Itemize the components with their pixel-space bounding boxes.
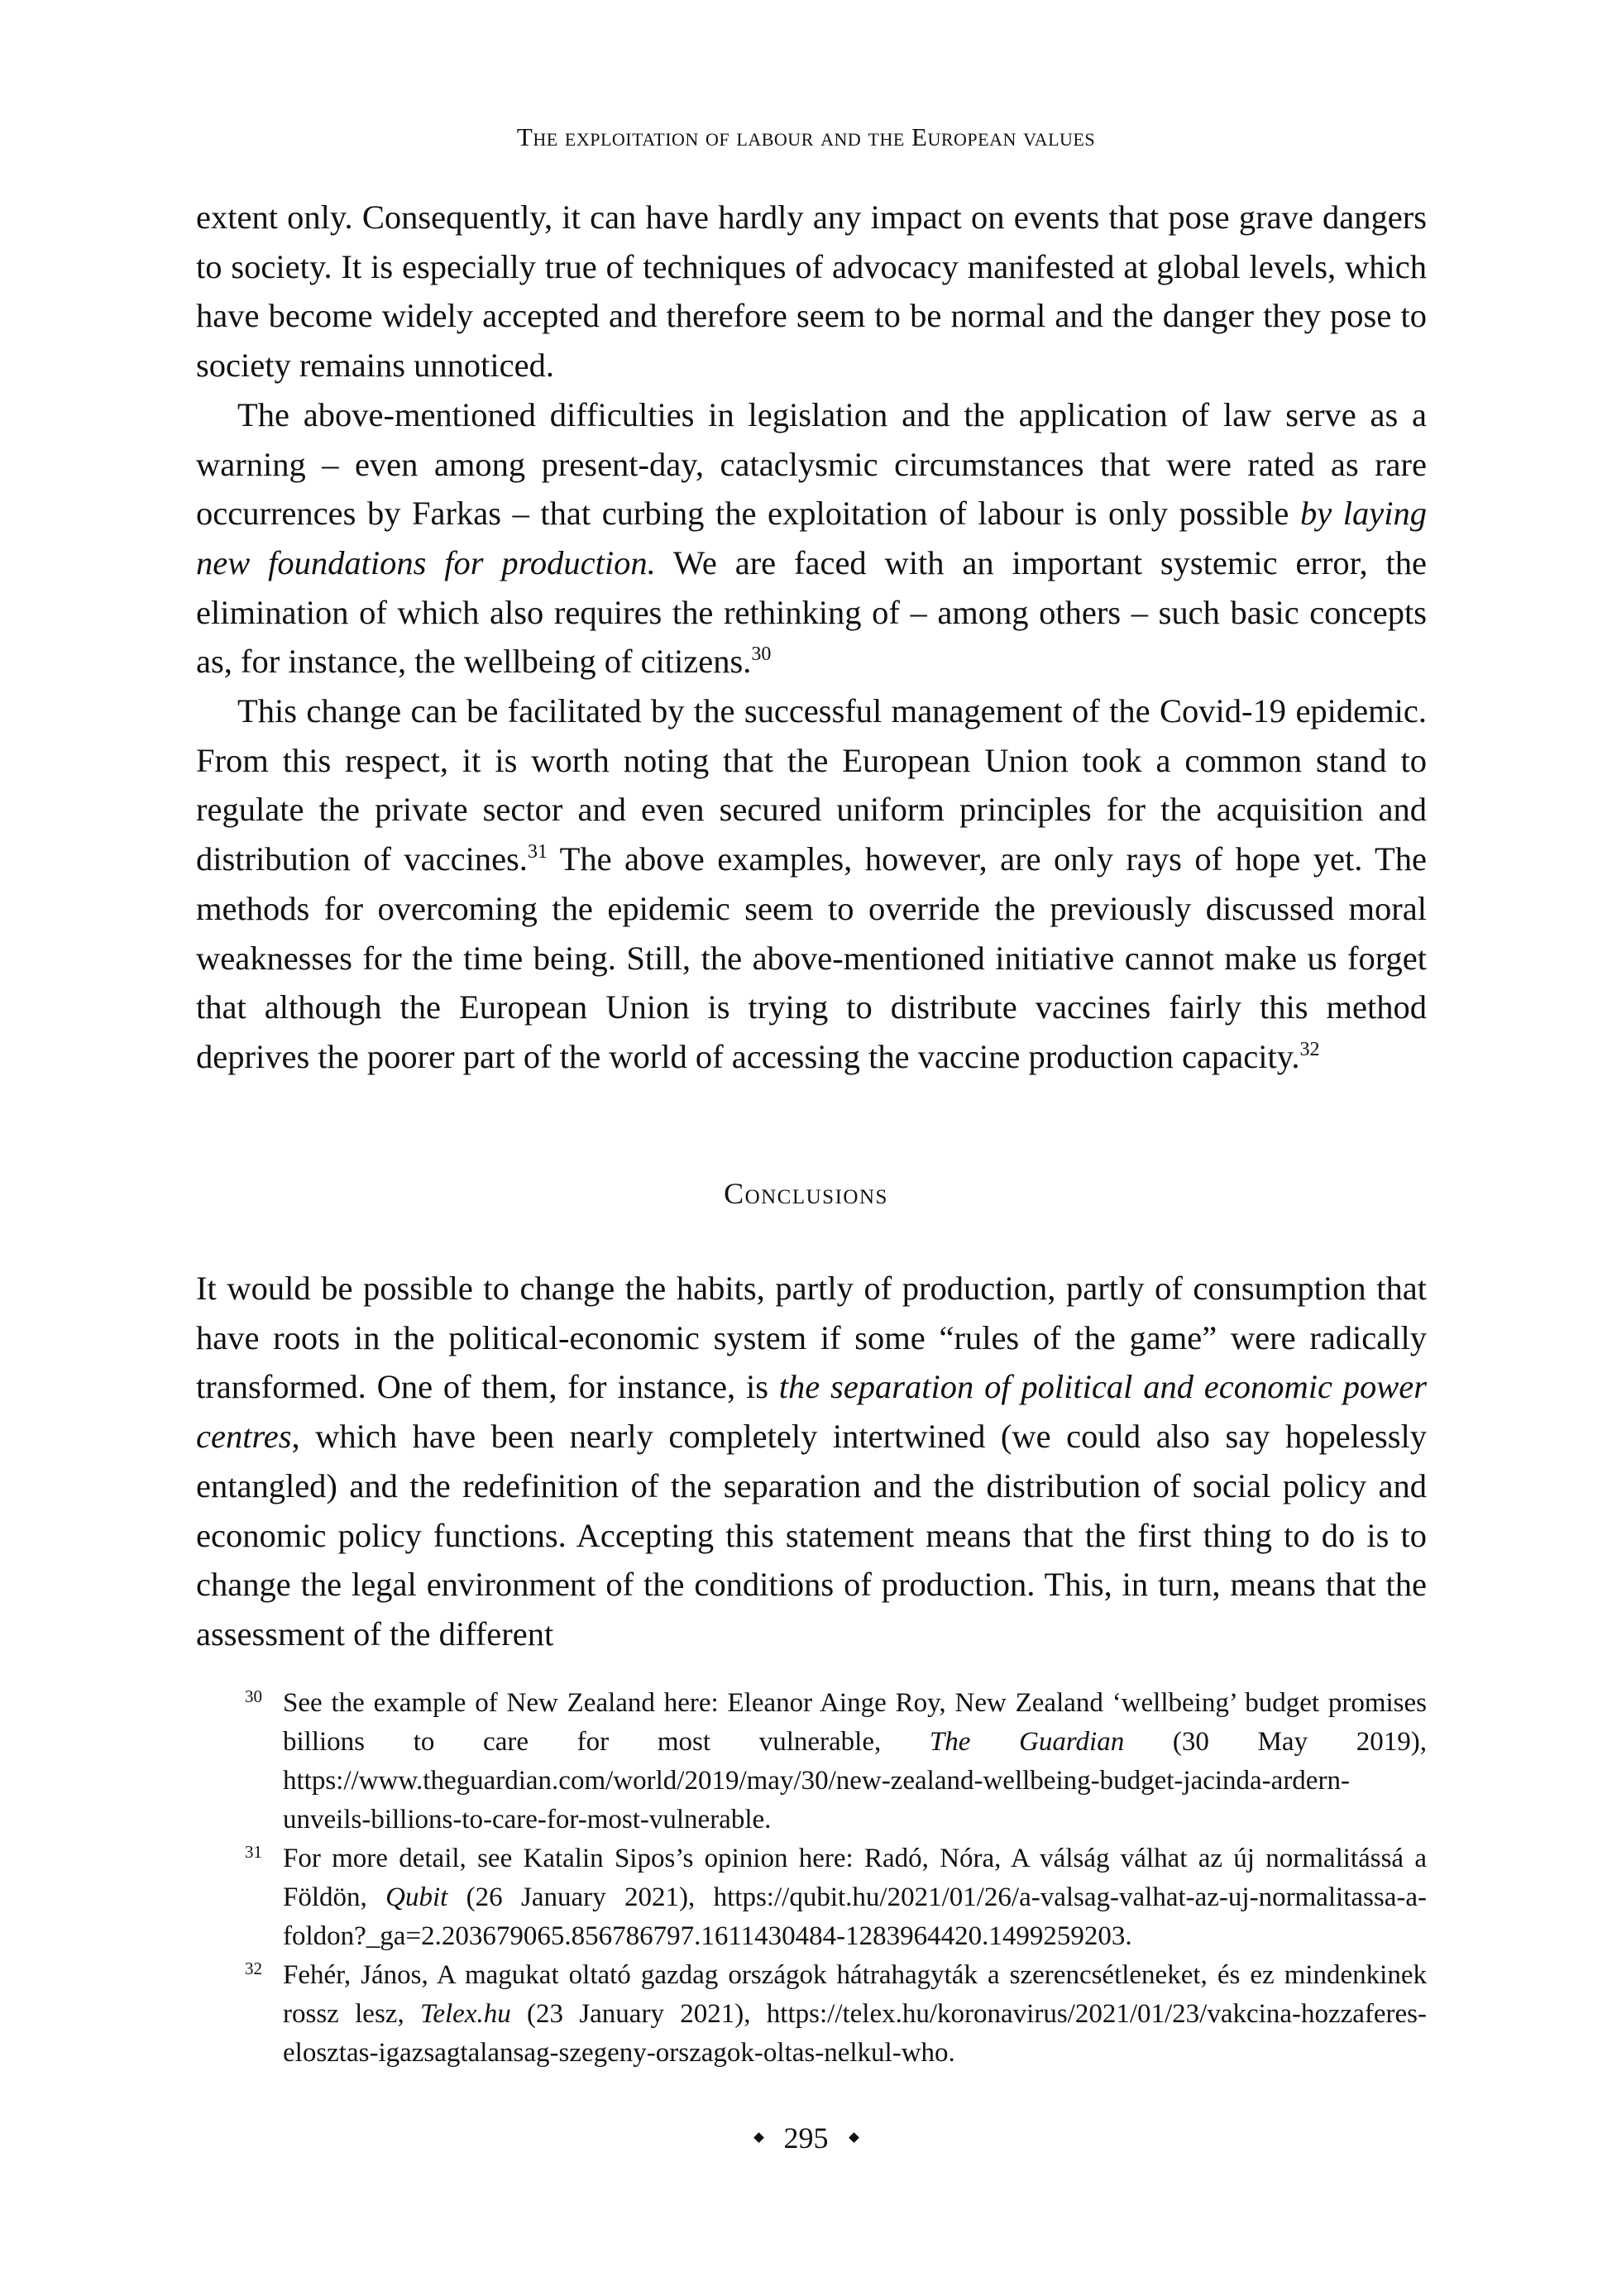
text-run: (26 January 2021), https://qubit.hu/2021/01/26/a-valsag-valhat-az-uj-normalitassa-a-foldon?_ga=2.203679065.856786797.1611430484-1283964420.1499259203. <box>283 1882 1427 1951</box>
footnote <box>196 1956 1427 2073</box>
text-run: (23 January 2021), https://telex.hu/koronavirus/2021/01/23/vakcina-hozzaferes-elosztas-igazsagtalansag-szegeny-orszagok-oltas-nelkul-who. <box>283 1999 1427 2068</box>
text-run: The above examples, however, are only rays of hope yet. The methods for overcoming the epidemic seem to override the previously discussed moral weaknesses for the time being. Still, the above-mentioned initiative cannot make us forget that although the European Union is trying to distribute vaccines fairly this method deprives the poorer part of the world of accessing the vaccine production capacity. <box>196 840 1427 1075</box>
footnote-reference[interactable]: 30 <box>751 643 772 666</box>
italic-text: Qubit <box>385 1882 448 1912</box>
italic-text: The Guardian <box>929 1727 1125 1757</box>
footnote <box>196 1684 1427 1839</box>
text-run: The above-mentioned difficulties in legislation and the application of law serve as a warning – even among present-day, cataclysmic circumstances that were rated as rare occurrences by Farkas – that curbing the exploitation of labour is only possible <box>196 395 1427 533</box>
footnote-number: 32 <box>245 1959 262 1978</box>
footnote-reference[interactable]: 32 <box>1299 1038 1320 1060</box>
text-run: This change can be facilitated by the successful management of the Covid-19 epidemic. From this respect, it is worth noting that the European Union took a common stand to regulate the private sector and even secured uniform principles for the acquisition and distribution of vaccines. <box>196 692 1427 878</box>
diamond-bullet-icon <box>753 2132 764 2143</box>
footnote-number: 31 <box>245 1842 262 1862</box>
running-head: The exploitation of labour and the European values <box>516 122 1096 151</box>
text-run: For more detail, see Katalin Sipos’s opinion here: Radó, Nóra, A válság válhat az új normalitássá a Földön, <box>283 1844 1427 1912</box>
italic-text: Telex.hu <box>420 1999 511 2029</box>
paragraph <box>196 686 1427 1082</box>
text-run: We are faced with an important systemic error, the elimination of which also requires the rethinking of – among others – such basic concepts as, for instance, the wellbeing of citizens. <box>196 543 1427 681</box>
text-run: (30 May 2019), https://www.theguardian.com/world/2019/may/30/new-zealand-wellbeing-budget-jacinda-ardern-unveils-billions-to-care-for-most-vulnerable. <box>283 1727 1427 1834</box>
body-text-before-heading <box>196 193 1427 1082</box>
section-heading: Conclusions <box>724 1177 888 1210</box>
footnote <box>196 1839 1427 1956</box>
footnote-number: 30 <box>245 1686 262 1706</box>
text-run: , which have been nearly completely intertwined (we could also say hopelessly entangled) and the redefinition of the separation and the distribution of social policy and economic policy functions. Accepting this statement means that the first thing to do is to change the legal environment of the conditions of production. This, in turn, means that the assessment of the different <box>196 1418 1427 1653</box>
page-number-value: 295 <box>783 2121 829 2155</box>
diamond-bullet-icon <box>849 2132 859 2143</box>
footnotes <box>196 1684 1427 2073</box>
text-run: It would be possible to change the habits, partly of production, partly of consumption that have roots in the political-economic system if some “rules of the game” were radically transformed. One of them, for instance, is <box>196 1270 1427 1406</box>
italic-text: by laying new foundations for production. <box>196 495 1427 581</box>
footnote-reference[interactable]: 31 <box>527 841 548 863</box>
paragraph <box>196 390 1427 686</box>
text-run: Fehér, János, A magukat oltató gazdag országok hátrahagyták a szerencsétleneket, és ez mindenkinek rossz lesz, <box>283 1960 1427 2029</box>
paragraph <box>196 193 1427 390</box>
page-number <box>0 2117 1612 2159</box>
italic-text: the separation of political and economic power centres <box>196 1368 1427 1456</box>
paragraph <box>196 1264 1427 1659</box>
text-run: extent only. Consequently, it can have hardly any impact on events that pose grave dangers to society. It is especially true of techniques of advocacy manifested at global levels, which have become widely accepted and therefore seem to be normal and the danger they pose to society remains unnoticed. <box>196 199 1427 385</box>
body-text-after-heading <box>196 1264 1427 1659</box>
text-run: See the example of New Zealand here: Eleanor Ainge Roy, New Zealand ‘wellbeing’ budget promises billions to care for most vulnerable, <box>283 1688 1427 1757</box>
